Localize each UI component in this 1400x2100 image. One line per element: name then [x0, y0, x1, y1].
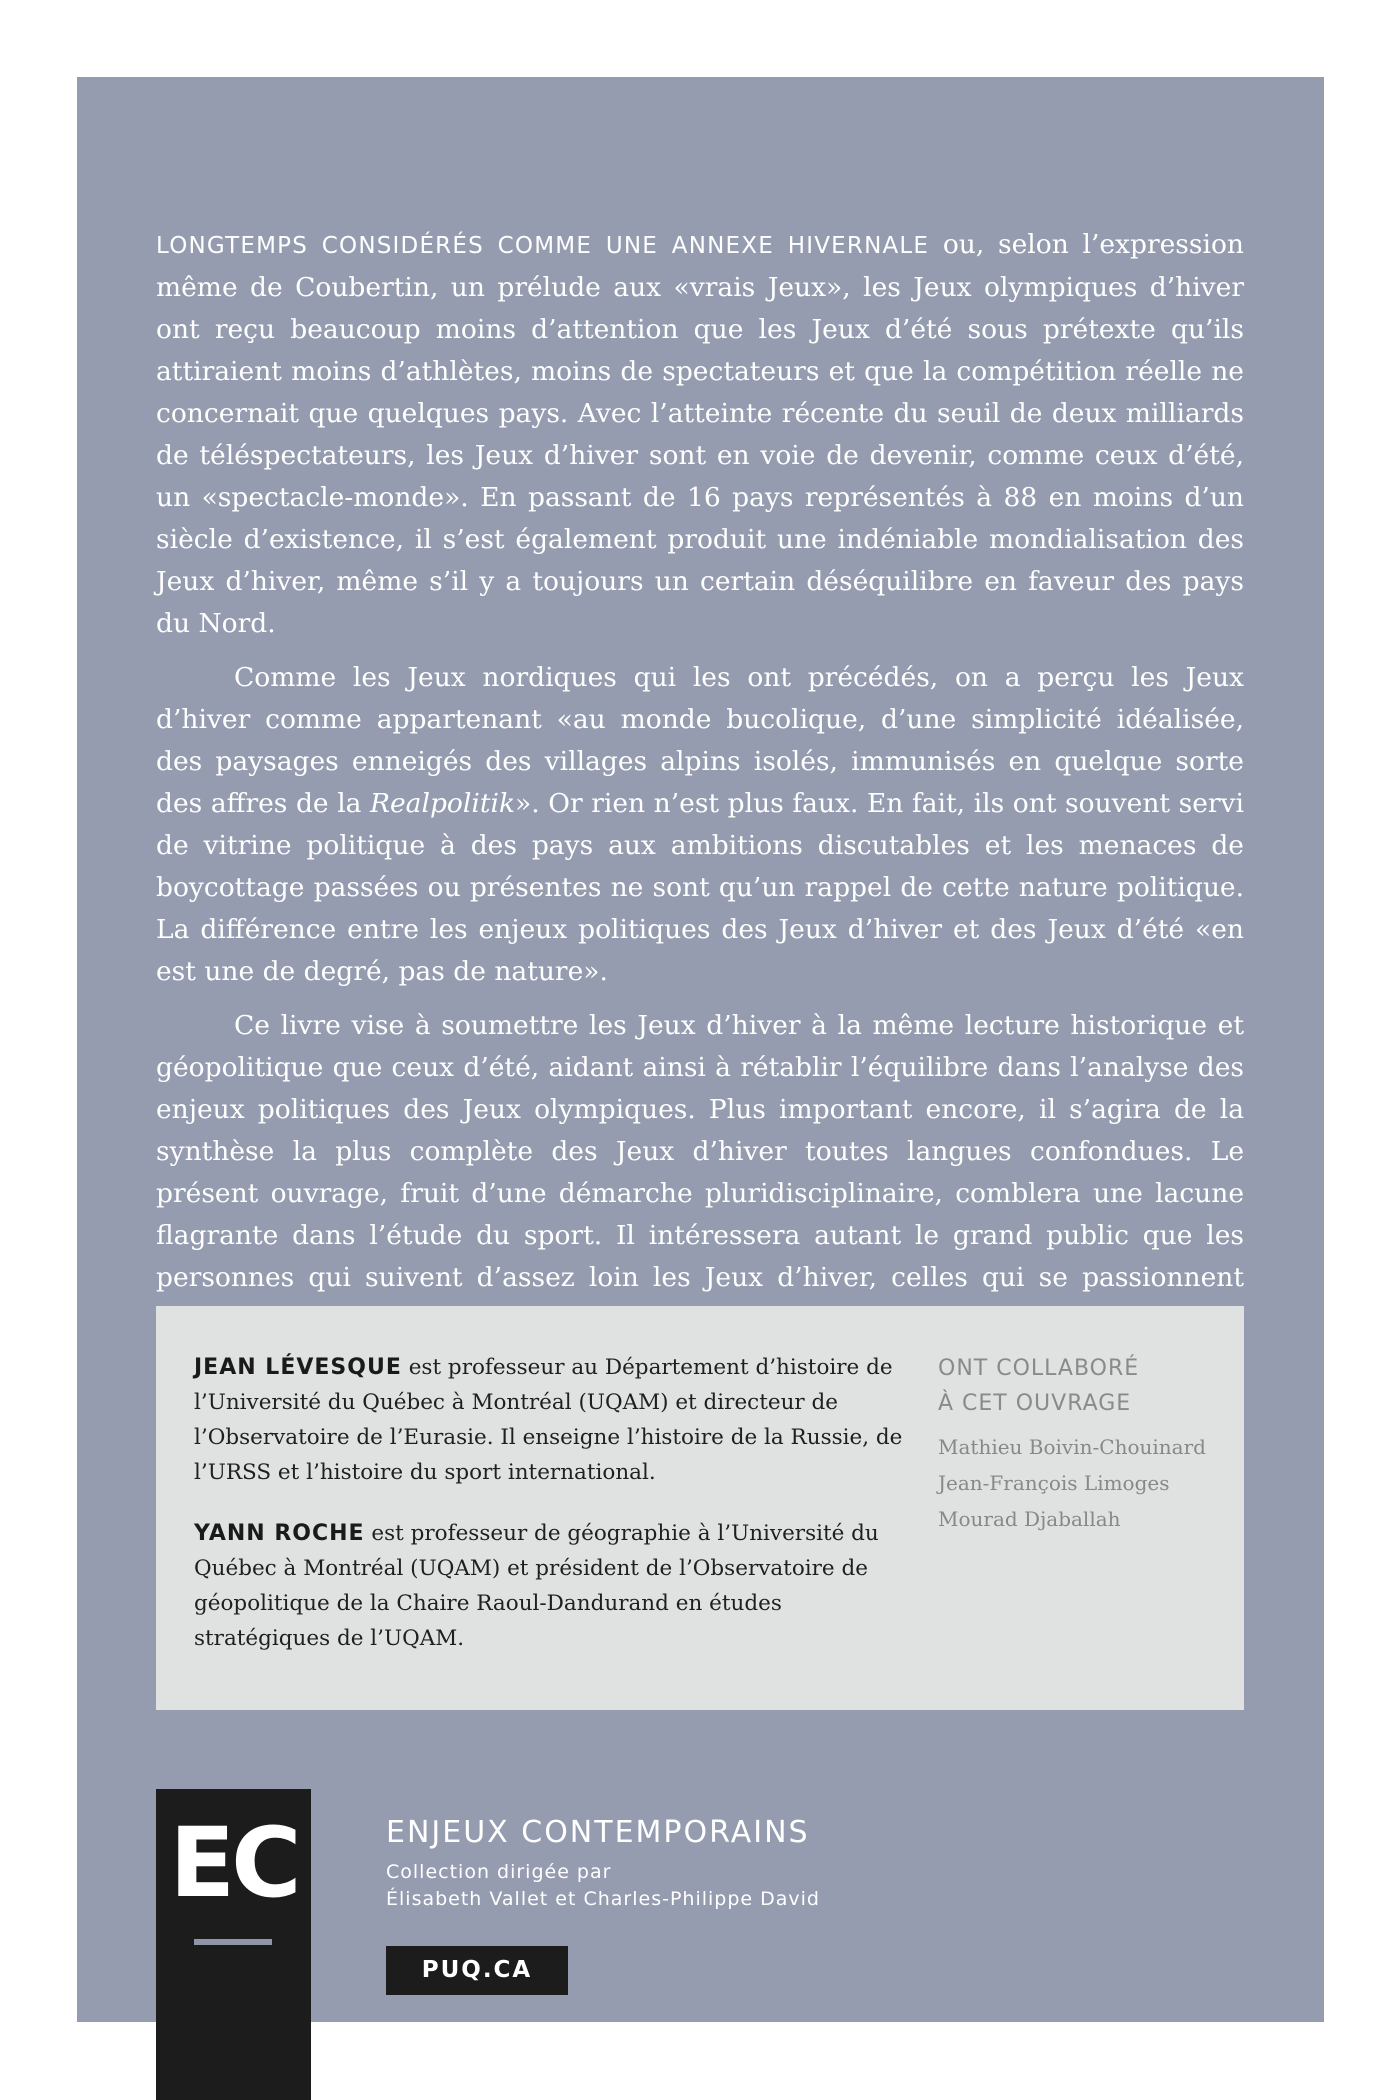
collaborators-list	[938, 1429, 1238, 1537]
series-subtitle	[386, 1859, 820, 1913]
publisher-url-badge[interactable]: PUQ.CA	[386, 1946, 568, 1995]
series-info	[386, 1813, 820, 1913]
series-logo-bar	[194, 1939, 272, 1945]
series-subtitle-line-2: Élisabeth Vallet et Charles-Philippe David	[386, 1888, 820, 1910]
authors-box	[156, 1306, 1244, 1710]
blurb-realpolitik: Realpolitik	[370, 788, 516, 819]
blurb-lead-caps: LONGTEMPS CONSIDÉRÉS COMME UNE ANNEXE HIVERNALE	[156, 233, 930, 259]
collaborator-name: Mathieu Boivin-Chouinard	[938, 1435, 1206, 1459]
series-subtitle-line-1: Collection dirigée par	[386, 1861, 612, 1883]
blurb-paragraph-2	[156, 657, 1244, 993]
collaborator-name: Mourad Djaballah	[938, 1507, 1121, 1531]
collaborator-name: Jean-François Limoges	[938, 1471, 1170, 1495]
author-bio-roche	[194, 1516, 914, 1656]
blurb-paragraph-1	[156, 224, 1244, 645]
collaborators-heading-line-2: À CET OUVRAGE	[938, 1391, 1132, 1416]
blurb-paragraph-3: Ce livre vise à soumettre les Jeux d’hiver à la même lecture historique et géopolitique que ceux d’été, aidant ainsi à rétablir l’équilibre dans l’analyse des enjeux politiques des Jeux olympiques. Plus important encore, il s’agira de la synthèse la plus complète des Jeux d’hiver toutes langues confondues. Le présent ouvrage, fruit d’une démarche pluridisciplinaire, comblera une lacune flagrante dans l’étude du sport. Il intéressera autant le grand public que les personnes qui suivent d’assez loin les Jeux d’hiver, celles qui se passionnent	[156, 1010, 1244, 1293]
blurb-text	[156, 224, 1244, 1353]
series-logo-letters: EC	[169, 1807, 298, 1919]
author-name-levesque: JEAN LÉVESQUE	[194, 1355, 402, 1380]
blurb-paragraph-1-body: ou, selon l’expression même de Coubertin, un prélude aux «vrais Jeux», les Jeux olympiques d’hiver ont reçu beaucoup moins d’attention que les Jeux d’été sous prétexte qu’ils attiraient moins d’athlètes, moins de spectateurs et que la compétition réelle ne concernait que quelques pays. Avec l’atteinte récente du seuil de deux milliards de téléspectateurs, les Jeux d’hiver sont en voie de devenir, comme ceux d’été, un «spectacle-monde». En passant de 16 pays représentés à 88 en moins d’un siècle d’existence, il s’est également produit une indéniable mondialisation des Jeux d’hiver, même s’il y a toujours un certain déséquilibre en faveur des pays du Nord.	[156, 229, 1245, 639]
blurb-paragraph-2-part-b: ». Or rien n’est plus faux. En fait, ils ont souvent servi de vitrine politique à des pays aux ambitions discutables et les menaces de boycottage passées ou présentes ne sont qu’un rappel de cette nature politique. La différence entre les enjeux politiques des Jeux d’hiver et des Jeux d’été «en est une de degré, pas de nature».	[156, 788, 1245, 987]
series-logo	[156, 1789, 311, 2100]
author-text-roche: est professeur de géographie à l’Université du Québec à Montréal (UQAM) et président de l’Observatoire de géopolitique de la Chaire Raoul-Dandurand en études stratégiques de l’UQAM.	[194, 1521, 879, 1651]
collaborators-heading-line-1: ONT COLLABORÉ	[938, 1356, 1140, 1381]
author-bio-levesque	[194, 1350, 914, 1490]
collaborators	[938, 1351, 1238, 1537]
author-text-levesque: est professeur au Département d’histoire de l’Université du Québec à Montréal (UQAM) et directeur de l’Observatoire de l’Eurasie. Il enseigne l’histoire de la Russie, de l’URSS et l’histoire du sport international.	[194, 1355, 903, 1485]
series-title: ENJEUX CONTEMPORAINS	[386, 1815, 810, 1850]
author-name-roche: YANN ROCHE	[194, 1521, 365, 1546]
blurb-paragraph-2-part-a: Comme les Jeux nordiques qui les ont précédés, on a perçu les Jeux d’hiver comme appartenant «au monde bucolique, d’une simplicité idéalisée, des paysages enneigés des villages alpins isolés, immunisés en quelque sorte des affres de la	[156, 662, 1244, 819]
